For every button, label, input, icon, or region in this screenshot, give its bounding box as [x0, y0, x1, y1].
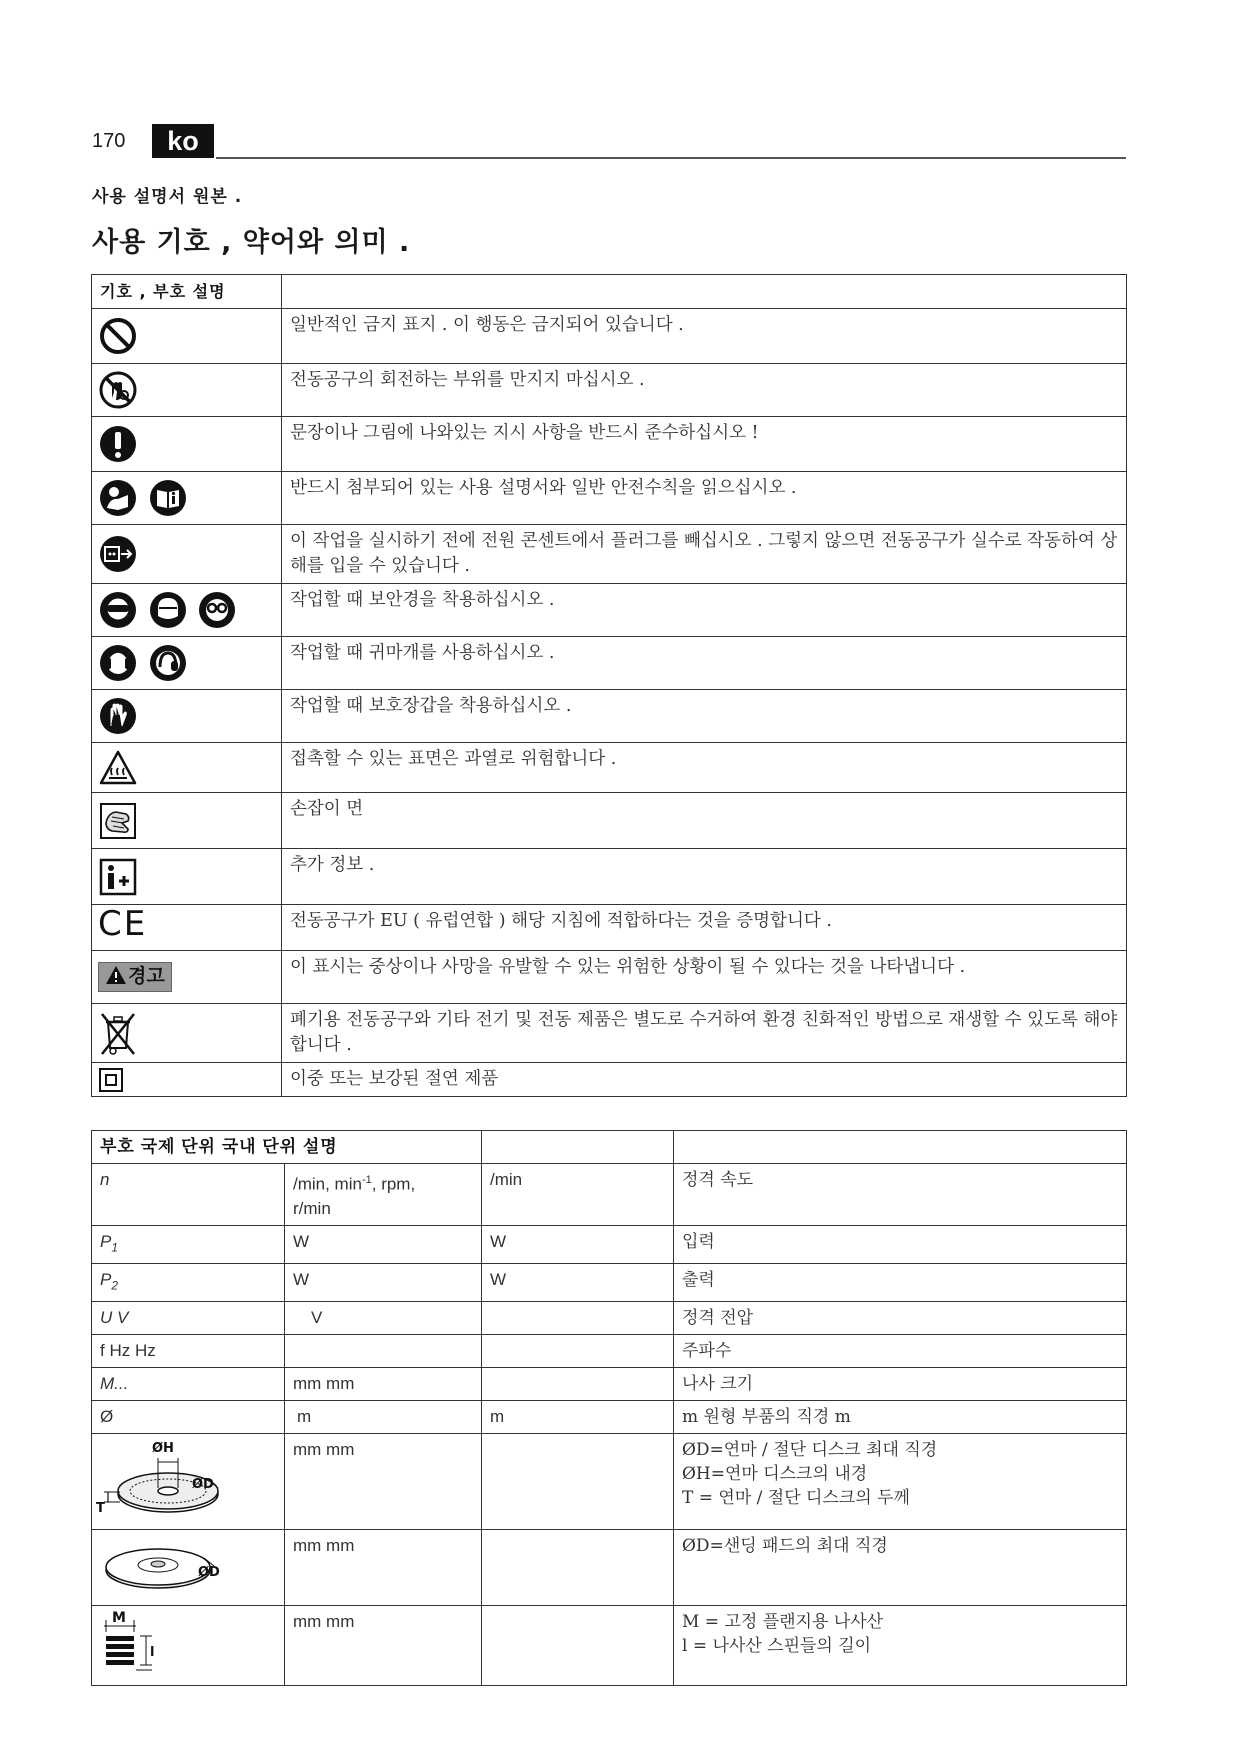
diagram-label-od: ØD: [192, 1477, 214, 1493]
unit-description: 주파수: [674, 1335, 1127, 1368]
table-row: [92, 584, 1127, 637]
national-unit: [482, 1302, 674, 1335]
page-number: 170: [92, 130, 126, 152]
intl-unit: mm mm: [285, 1530, 482, 1606]
desc-line: ØD=샌딩 패드의 최대 직경: [682, 1536, 888, 1557]
table-row: [92, 1004, 1127, 1063]
national-unit: /min: [482, 1164, 674, 1226]
table-row: [92, 743, 1127, 793]
desc-line: ØD=연마 / 절단 디스크 최대 직경: [682, 1440, 938, 1461]
symbol-description: 폐기용 전동공구와 기타 전기 및 전동 제품은 별도로 수거하여 환경 친화적인 방법으로 재생할 수 있도록 해야 합니다 .: [282, 1004, 1127, 1063]
intl-unit: /min, $\min^{-1}$, rpm, r/min: [285, 1164, 482, 1226]
symbol-description: 문장이나 그림에 나와있는 지시 사항을 반드시 준수하십시오 !: [282, 417, 1127, 472]
table-row: [92, 1264, 1127, 1302]
unit-description: [674, 1434, 1127, 1530]
table-row: [92, 1434, 1127, 1530]
unit-symbol: U V: [92, 1302, 285, 1335]
unit-symbol: n: [92, 1164, 285, 1226]
national-unit: [482, 1434, 674, 1530]
table-row: [92, 1302, 1127, 1335]
info-icon: [98, 857, 138, 897]
table-row: [92, 1368, 1127, 1401]
hot-surface-icon: [98, 748, 138, 788]
intl-unit: [285, 1335, 482, 1368]
diagram-label-l: l: [150, 1645, 155, 1661]
table-row: [92, 1606, 1127, 1686]
desc-line: T = 연마 / 절단 디스크의 두께: [682, 1488, 910, 1509]
table-row: [92, 1401, 1127, 1434]
symbol-description: 일반적인 금지 표지 . 이 행동은 금지되어 있습니다 .: [282, 309, 1127, 364]
national-unit: m: [482, 1401, 674, 1434]
national-unit: [482, 1368, 674, 1401]
intl-unit: W: [285, 1225, 482, 1263]
table-header-row: [92, 1131, 1127, 1164]
national-unit: [482, 1335, 674, 1368]
table-row: [92, 793, 1127, 849]
diagram-label-t: T: [96, 1501, 105, 1517]
warning-label-icon: [98, 962, 172, 992]
table-row: [92, 1225, 1127, 1263]
table-row: [92, 417, 1127, 472]
eye-protection-icon: [98, 590, 138, 630]
unit-symbol: $P_1$: [92, 1225, 285, 1263]
table-row: [92, 849, 1127, 905]
table-row: [92, 364, 1127, 417]
national-unit: [482, 1530, 674, 1606]
ear-protection-icon: [98, 643, 138, 683]
symbol-description: 전동공구가 EU ( 유럽연합 ) 해당 지침에 적합하다는 것을 증명합니다 .: [282, 905, 1127, 951]
spindle-diagram-cell: [92, 1606, 285, 1686]
symbol-description: 이 표시는 중상이나 사망을 유발할 수 있는 위험한 상황이 될 수 있다는 것을 나타냅니다 .: [282, 951, 1127, 1004]
unit-description: [674, 1530, 1127, 1606]
table-row: [92, 1063, 1127, 1097]
sanding-pad-diagram-icon: [96, 1532, 226, 1596]
intl-unit: m: [285, 1401, 482, 1434]
table-row: [92, 1335, 1127, 1368]
symbol-description: 작업할 때 보호장갑을 착용하십시오 .: [282, 690, 1127, 743]
warning-label-text: 경고: [128, 965, 165, 987]
desc-line: l = 나사산 스핀들의 길이: [682, 1636, 872, 1657]
symbol-description: 전동공구의 회전하는 부위를 만지지 마십시오 .: [282, 364, 1127, 417]
unit-description: 나사 크기: [674, 1368, 1127, 1401]
intl-unit: W: [285, 1264, 482, 1302]
national-unit: [482, 1606, 674, 1686]
grinding-disc-diagram-icon: [96, 1436, 226, 1520]
no-touch-rotating-icon: [98, 370, 138, 410]
table-row: [92, 690, 1127, 743]
table-row: [92, 637, 1127, 690]
intl-unit: mm mm: [285, 1368, 482, 1401]
national-unit: W: [482, 1225, 674, 1263]
unit-symbol: $P_2$: [92, 1264, 285, 1302]
unit-symbol: Ø: [92, 1401, 285, 1434]
unit-symbol: M...: [92, 1368, 285, 1401]
table-row: [92, 472, 1127, 525]
symbol-description: 이 작업을 실시하기 전에 전원 콘센트에서 플러그를 빼십시오 . 그렇지 않으면 전동공구가 실수로 작동하여 상해를 입을 수 있습니다 .: [282, 525, 1127, 584]
intl-unit: mm mm: [285, 1606, 482, 1686]
symbol-description: 추가 정보 .: [282, 849, 1127, 905]
symbol-description: 작업할 때 보안경을 착용하십시오 .: [282, 584, 1127, 637]
handle-surface-icon: [98, 801, 138, 841]
desc-line: ØH=연마 디스크의 내경: [682, 1464, 868, 1485]
symbol-description: 반드시 첨부되어 있는 사용 설명서와 일반 안전수칙을 읽으십시오 .: [282, 472, 1127, 525]
manual-book-icon: [148, 478, 188, 518]
spindle-thread-diagram-icon: [96, 1608, 166, 1676]
read-manual-icon: [98, 478, 138, 518]
intl-unit: mm mm: [285, 1434, 482, 1530]
disc-diagram-cell: [92, 1434, 285, 1530]
double-insulation-icon: [98, 1067, 124, 1093]
prohibition-icon: [98, 316, 138, 356]
symbol-description: 접촉할 수 있는 표면은 과열로 위험합니다 .: [282, 743, 1127, 793]
table-row: [92, 1530, 1127, 1606]
unit-description: 입력: [674, 1225, 1127, 1263]
weee-bin-icon: [98, 1010, 138, 1056]
unit-description: m 원형 부품의 직경 m: [674, 1401, 1127, 1434]
table-row: [92, 309, 1127, 364]
diagram-label-pad-od: ØD: [198, 1565, 220, 1581]
exclamation-icon: [98, 424, 138, 464]
symbol-description: 손잡이 면: [282, 793, 1127, 849]
table-row: [92, 525, 1127, 584]
goggles-icon: [197, 590, 237, 630]
document-subtitle: 사용 설명서 원본 .: [92, 187, 243, 207]
table-row: [92, 1164, 1127, 1226]
unit-description: 정격 속도: [674, 1164, 1127, 1226]
unit-description: [674, 1606, 1127, 1686]
unit-description: 정격 전압: [674, 1302, 1127, 1335]
pad-diagram-cell: [92, 1530, 285, 1606]
table-header-row: [92, 275, 1127, 309]
desc-line: M = 고정 플랜지용 나사산: [682, 1612, 884, 1633]
units-header: 부호 국제 단위 국내 단위 설명: [92, 1131, 482, 1164]
symbol-description: 작업할 때 귀마개를 사용하십시오 .: [282, 637, 1127, 690]
intl-unit: V: [285, 1302, 482, 1335]
page-title: 사용 기호 , 약어와 의미 .: [92, 227, 411, 258]
national-unit: W: [482, 1264, 674, 1302]
face-shield-icon: [148, 590, 188, 630]
units-table: [91, 1130, 1127, 1686]
gloves-icon: [98, 696, 138, 736]
symbol-description: 이중 또는 보강된 절연 제품: [282, 1063, 1127, 1097]
unit-symbol: f Hz Hz: [92, 1335, 285, 1368]
ce-mark-icon: CE: [98, 904, 148, 944]
symbols-table: [91, 274, 1127, 1097]
diagram-label-m: M: [112, 1610, 126, 1627]
language-badge: ko: [152, 124, 214, 158]
table-row: [92, 905, 1127, 951]
unit-description: 출력: [674, 1264, 1127, 1302]
symbols-header: 기호 , 부호 설명: [92, 275, 282, 309]
warning-triangle-icon: [105, 965, 127, 985]
diagram-label-oh: ØH: [152, 1441, 174, 1457]
unplug-icon: [98, 534, 138, 574]
table-row: [92, 951, 1127, 1004]
header-rule: [216, 157, 1126, 159]
earmuff-icon: [148, 643, 188, 683]
